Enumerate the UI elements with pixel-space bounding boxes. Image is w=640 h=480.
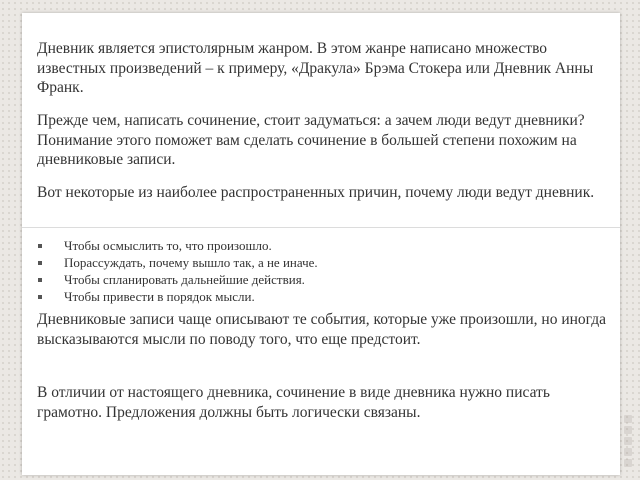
- slide: [22, 13, 620, 475]
- list-item: [37, 254, 318, 271]
- list-item-text: Чтобы спланировать дальнейшие действия.: [64, 272, 305, 287]
- corner-decoration: [622, 415, 634, 475]
- list-item-text: Чтобы привести в порядок мысли.: [64, 289, 255, 304]
- question-paragraph: Прежде чем, написать сочинение, стоит задуматься: а зачем люди ведут дневники? Понимание этого поможет вам сделать сочинение в большей степени похожим на дневниковые записи.: [37, 112, 585, 168]
- list-item-text: Порассуждать, почему вышло так, а не иначе.: [64, 255, 318, 270]
- reasons-list: [37, 237, 318, 305]
- decorative-square-icon: [624, 426, 632, 434]
- divider: [22, 227, 620, 228]
- bullet-icon: [38, 244, 42, 248]
- events-paragraph: Дневниковые записи чаще описывают те события, которые уже произошли, но иногда высказываются мысли по поводу того, что еще предстоит.: [37, 311, 607, 348]
- conclusion-paragraph: В отличии от настоящего дневника, сочинение в виде дневника нужно писать грамотно. Предложения должны быть логически связаны.: [37, 384, 550, 421]
- bullet-icon: [38, 278, 42, 282]
- list-item: [37, 288, 318, 305]
- list-item: [37, 271, 318, 288]
- reasons-intro-paragraph: Вот некоторые из наиболее распространенных причин, почему люди ведут дневник.: [37, 184, 595, 201]
- decorative-square-icon: [624, 459, 632, 467]
- list-item: [37, 237, 318, 254]
- decorative-square-icon: [624, 448, 632, 456]
- list-item-text: Чтобы осмыслить то, что произошло.: [64, 238, 272, 253]
- decorative-square-icon: [624, 437, 632, 445]
- intro-paragraph: Дневник является эпистолярным жанром. В этом жанре написано множество известных произведений – к примеру, «Дракула» Брэма Стокера или Дневник Анны Франк.: [37, 40, 594, 96]
- bullet-icon: [38, 295, 42, 299]
- decorative-square-icon: [624, 415, 632, 423]
- bullet-icon: [38, 261, 42, 265]
